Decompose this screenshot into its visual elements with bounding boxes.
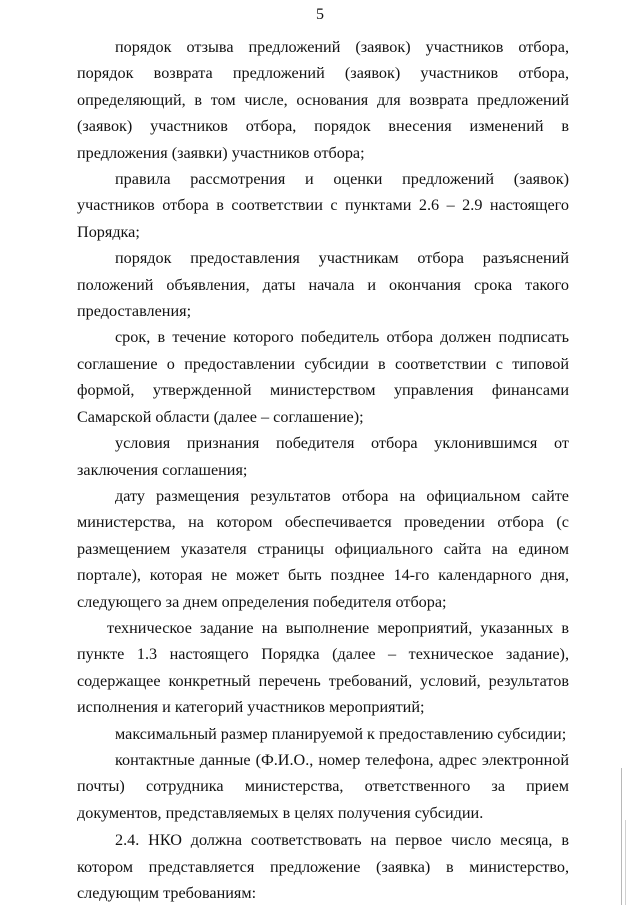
- paragraph-results-publication: дату размещения результатов отбора на официальном сайте министерства, на котором обеспечивается проведении отбора (с размещением указателя страницы официального сайта на едином портале), которая не может быть позднее 14-го календарного дня, следующего за днем определения победителя отбора;: [77, 486, 569, 611]
- paragraph-withdrawal-procedure: порядок отзыва предложений (заявок) участников отбора, порядок возврата предложений (заявок) участников отбора, определяющий, в том числе, основания для возврата предложений (заявок) участников отбора, порядок внесения изменений в предложения (заявки) участников отбора;: [77, 38, 569, 162]
- paragraph-nko-requirements: 2.4. НКО должна соответствовать на первое число месяца, в котором представляется предложение (заявка) в министерство, следующим требованиям:: [77, 831, 569, 902]
- page-number: 5: [316, 6, 324, 23]
- paragraph-clarification-procedure: порядок предоставления участникам отбора разъяснений положений объявления, даты начала и окончания срока такого предоставления;: [77, 249, 569, 321]
- paragraph-technical-task: техническое задание на выполнение мероприятий, указанных в пункте 1.3 настоящего Порядка (далее – техническое задание), содержащее конкретный перечень требований, условий, результатов исполнения и категорий участников мероприятий;: [77, 618, 569, 717]
- paragraph-contact-data: контактные данные (Ф.И.О., номер телефона, адрес электронной почты) сотрудника министерства, ответственного за прием документов, представляемых в целях получения субсидии.: [77, 750, 569, 822]
- scan-edge-line-secondary: [625, 820, 626, 905]
- scan-edge-line: [621, 768, 622, 905]
- paragraph-evaluation-rules: правила рассмотрения и оценки предложений (заявок) участников отбора в соответствии с пунктами 2.6 – 2.9 настоящего Порядка;: [77, 170, 569, 241]
- paragraph-agreement-term: срок, в течение которого победитель отбора должен подписать соглашение о предоставлении субсидии в соответствии с типовой формой, утвержденной министерством управления финансами Самарской области (далее – соглашение);: [77, 328, 569, 426]
- paragraph-max-subsidy: максимальный размер планируемой к предоставлению субсидии;: [115, 724, 567, 743]
- document-body: [77, 34, 569, 906]
- paragraph-evasion-conditions: условия признания победителя отбора уклонившимся от заключения соглашения;: [77, 434, 569, 479]
